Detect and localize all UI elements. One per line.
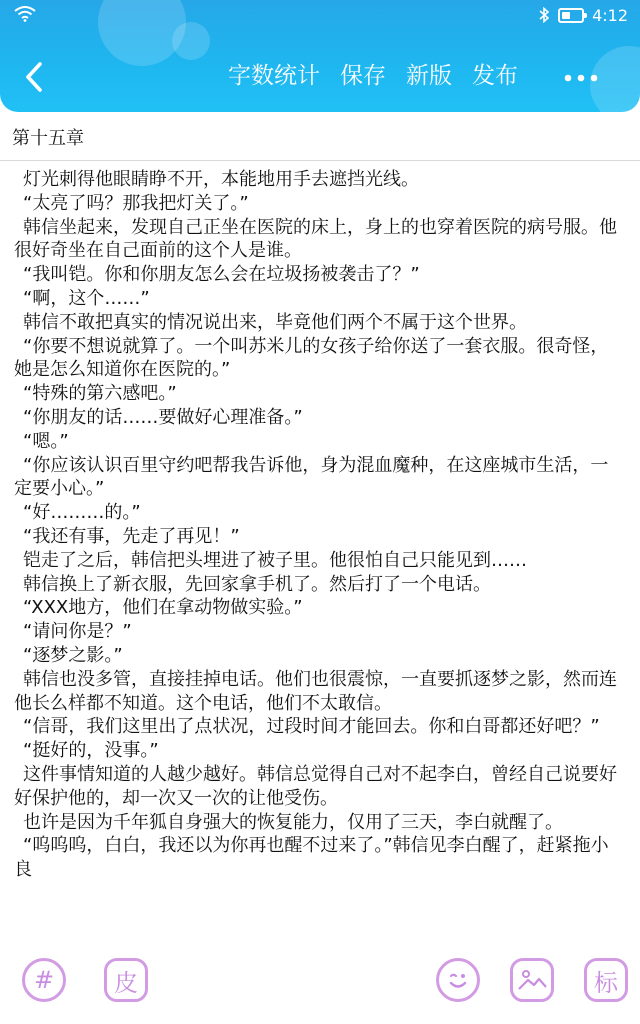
skin-button[interactable] xyxy=(104,958,148,1002)
hashtag-button[interactable] xyxy=(22,958,66,1002)
paragraph: “太亮了吗？那我把灯关了。” xyxy=(23,192,249,214)
more-dots-icon[interactable] xyxy=(562,68,602,88)
paragraph: 韩信换上了新衣服，先回家拿手机了。然后打了一个电话。 xyxy=(23,573,491,595)
paragraph: 韩信也没多管，直接挂掉电话。他们也很震惊，一直要抓逐梦之影，然而连他长么样都不知道。这个电话，他们不太敢信。 xyxy=(14,668,617,714)
skin-icon: 皮 xyxy=(114,968,138,997)
paragraph: “我叫铠。你和你朋友怎么会在垃圾扬被袭击了？” xyxy=(23,264,420,286)
status-bar xyxy=(0,0,640,30)
word-count-button[interactable]: 字数统计 xyxy=(228,63,320,89)
chevron-left-icon[interactable] xyxy=(18,58,52,96)
paragraph: “XXX地方，他们在拿动物做实验。” xyxy=(23,597,303,619)
toolbar-actions xyxy=(228,60,518,92)
hashtag-icon: # xyxy=(33,966,55,994)
header xyxy=(0,0,640,112)
save-button[interactable]: 保存 xyxy=(340,63,386,89)
paragraph: “挺好的，没事。” xyxy=(23,740,159,762)
paragraph: “呜呜呜，白白，我还以为你再也醒不过来了。”韩信见李白醒了，赶紧拖小良 xyxy=(14,835,609,881)
paragraph: “信哥，我们这里出了点状况，过段时间才能回去。你和白哥都还好吧？” xyxy=(23,716,600,738)
paragraph: “逐梦之影。” xyxy=(23,644,123,666)
divider xyxy=(0,160,640,161)
toolbar xyxy=(0,44,640,108)
wifi-icon xyxy=(14,6,36,22)
new-version-button[interactable]: 新版 xyxy=(406,63,452,89)
paragraph: “你朋友的话……要做好心理准备。” xyxy=(23,406,303,428)
paragraph: “你要不想说就算了。一个叫苏米儿的女孩子给你送了一套衣服。很奇怪，她是怎么知道你在医院的。” xyxy=(14,335,609,381)
paragraph: “你应该认识百里守约吧帮我告诉他，身为混血魔种，在这座城市生活，一定要小心。” xyxy=(14,454,609,500)
paragraph: “特殊的第六感吧。” xyxy=(23,383,177,405)
paragraph: “我还有事，先走了再见！” xyxy=(23,525,240,547)
status-right-group xyxy=(538,5,628,25)
status-time: 4:12 xyxy=(592,5,628,25)
paragraph: 铠走了之后，韩信把头埋进了被子里。他很怕自己只能见到…… xyxy=(23,549,527,571)
chapter-title-input[interactable]: 第十五章 xyxy=(12,128,84,149)
battery-icon xyxy=(558,8,584,23)
paragraph: 也许是因为千年狐自身强大的恢复能力，仅用了三天，李白就醒了。 xyxy=(23,811,563,833)
image-icon xyxy=(516,965,548,995)
paragraph: 韩信不敢把真实的情况说出来，毕竟他们两个不属于这个世界。 xyxy=(23,311,527,333)
publish-button[interactable]: 发布 xyxy=(472,63,518,89)
paragraph: 韩信坐起来，发现自己正坐在医院的床上，身上的也穿着医院的病号服。他很好奇坐在自己面前的这个人是谁。 xyxy=(14,216,617,262)
tag-icon: 标 xyxy=(594,968,618,997)
paragraph: “啊，这个……” xyxy=(23,287,150,309)
paragraph: 这件事情知道的人越少越好。韩信总觉得自己对不起李白，曾经自己说要好好保护他的，却一次又一次的让他受伤。 xyxy=(14,763,617,809)
emoji-icon xyxy=(443,965,473,995)
emoji-button[interactable] xyxy=(436,958,480,1002)
bottom-toolbar xyxy=(0,948,640,1024)
tag-button[interactable] xyxy=(584,958,628,1002)
paragraph: 灯光刺得他眼睛睁不开，本能地用手去遮挡光线。 xyxy=(23,169,419,190)
paragraph: “好………的。” xyxy=(23,502,141,524)
chapter-body-editor[interactable] xyxy=(14,168,626,940)
paragraph: “请问你是？” xyxy=(23,621,132,643)
paragraph: “嗯。” xyxy=(23,430,69,452)
image-button[interactable] xyxy=(510,958,554,1002)
bluetooth-icon xyxy=(538,6,550,24)
